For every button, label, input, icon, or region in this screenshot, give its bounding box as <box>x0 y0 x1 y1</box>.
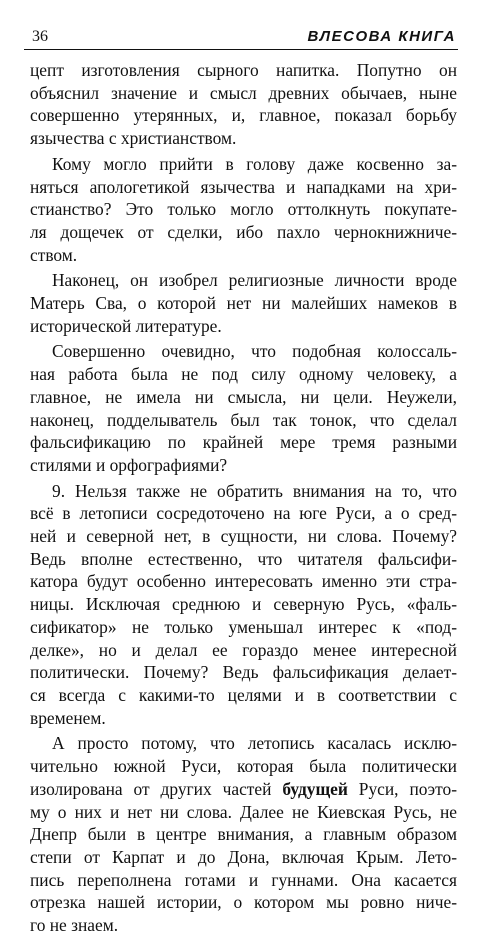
paragraph <box>30 340 457 476</box>
text-line: делке», но и делал ее гораздо менее интересной <box>30 639 457 660</box>
text-line: наконец, подделыватель был так тонок, что сделал <box>30 409 457 430</box>
text-line: ством. <box>30 244 78 265</box>
text-line: А просто потому, что летопись касалась исклю- <box>52 733 457 754</box>
text-line: совершенно утерянных, и, главное, показал борьбу <box>30 105 457 126</box>
paragraph <box>30 480 457 730</box>
text-line: Совершенно очевидно, что подобная колоссаль- <box>52 341 457 362</box>
page-body <box>30 59 457 937</box>
text-line: Матерь Сва, о которой нет ни малейших намеков в <box>30 293 457 314</box>
text-line: го не знаем. <box>30 915 119 936</box>
text-line: сификатор» не только уменьшал интерес к «под- <box>30 616 457 637</box>
paragraph <box>30 269 457 337</box>
text-line: главное, не имела ни смысла, ни цели. Неужели, <box>30 386 457 407</box>
text-line: отрезка нашей истории, о котором мы ровно ниче- <box>30 892 457 913</box>
text-line: цепт изготовления сырного напитка. Попутно он <box>30 60 457 80</box>
emphasized-word: будущей <box>282 778 348 799</box>
text-line: стианство? Это только могло оттолкнуть покупате- <box>30 199 457 220</box>
text-line: му о них и нет ни слова. Далее не Киевская Русь, не <box>30 801 457 822</box>
text-line-with-emphasis <box>30 778 457 801</box>
text-line: язычества с христианством. <box>30 128 237 149</box>
paragraph <box>30 59 457 150</box>
paragraph <box>30 732 457 936</box>
text-line: объяснил значение и смысл древних обычаев, ныне <box>30 82 457 103</box>
text-line: всё в летописи сосредоточено на юге Руси, а о сред- <box>30 503 457 524</box>
text-line: ней и северной нет, в сущности, ни слова. Почему? <box>30 526 457 547</box>
running-title: ВЛЕСОВА КНИГА <box>307 28 456 45</box>
text-line: 9. Нельзя также не обратить внимания на то, что <box>52 480 457 501</box>
paragraph <box>30 153 457 267</box>
text-line: Ведь вполне естественно, что читателя фальсифи- <box>30 548 457 569</box>
text-line: катора будут особенно интересовать именно эти стра- <box>30 571 457 592</box>
text-line: стилями и орфографиями? <box>30 454 228 475</box>
text-line: Кому могло прийти в голову даже косвенно за- <box>52 153 457 174</box>
header-rule <box>24 49 458 50</box>
text-line: чительно южной Руси, которая была политически <box>30 756 457 777</box>
text-line: ная работа была не под силу одному человеку, а <box>30 364 457 385</box>
text-line: ницы. Исключая среднюю и северную Русь, «фаль- <box>30 594 457 615</box>
text-line: исторической литературе. <box>30 315 222 336</box>
text-fragment: Руси, поэто- <box>347 778 457 799</box>
text-line: степи от Карпат и до Дона, включая Крым. Лето- <box>30 846 457 867</box>
text-line: Днепр были в центре внимания, а главным образом <box>30 824 457 845</box>
text-line: няться апологетикой язычества и нападками на хри- <box>30 176 457 197</box>
text-fragment: изолирована от других частей <box>30 778 283 799</box>
page-header <box>24 24 458 46</box>
text-line: ся всегда с какими-то целями и в соответствии с <box>30 684 457 705</box>
text-line: ля дощечек от сделки, ибо пахло чернокнижниче- <box>30 221 457 242</box>
text-line: пись переполнена готами и гуннами. Она касается <box>30 869 457 890</box>
text-line: фальсификацию по крайней мере тремя разными <box>30 432 457 453</box>
text-line: Наконец, он изобрел религиозные личности вроде <box>52 270 457 291</box>
page-number: 36 <box>32 28 48 45</box>
text-line: политически. Почему? Ведь фальсификация делает- <box>30 662 457 683</box>
text-line: временем. <box>30 707 106 728</box>
